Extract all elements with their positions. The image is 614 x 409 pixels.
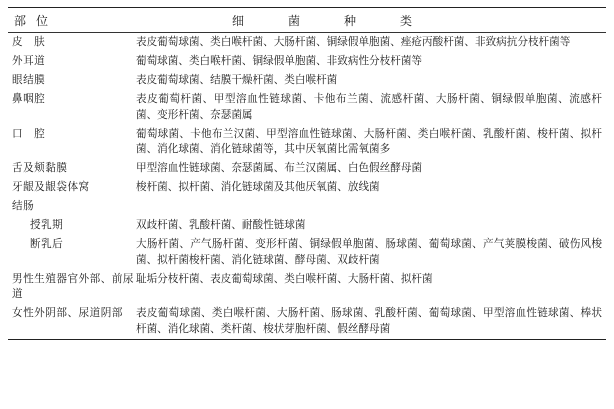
table-row [8,90,606,125]
row-site: 牙龈及龈袋体窝 [12,181,90,193]
table-row [8,159,606,178]
row-site: 授乳期 [30,219,64,231]
table-row [8,71,606,90]
header-site: 部位 [14,13,59,28]
row-site: 结肠 [12,200,35,212]
table-row [8,235,606,270]
row-bacteria: 表皮葡萄球菌、类白喉杆菌、大肠杆菌、肠球菌、乳酸杆菌、葡萄球菌、甲型溶血性链球菌、棒状杆菌、消化球菌、类杆菌、梭状芽胞杆菌、假丝酵母菌 [136,307,602,335]
row-site: 断乳后 [30,238,64,250]
row-bacteria: 梭杆菌、拟杆菌、消化链球菌及其他厌氧菌、放线菌 [136,181,380,193]
row-bacteria: 双歧杆菌、乳酸杆菌、耐酸性链球菌 [136,219,306,231]
table-row [8,178,606,197]
table-row [8,52,606,71]
row-bacteria: 甲型溶血性链球菌、奈瑟菌属、布兰汉菌属、白色假丝酵母菌 [136,162,423,174]
header-bacteria: 细菌种类 [232,13,457,28]
row-bacteria: 葡萄球菌、卡他布兰汉菌、甲型溶血性链球菌、大肠杆菌、类白喉杆菌、乳酸杆菌、梭杆菌、拟杆菌、消化球菌、消化链球菌等，其中厌氧菌比需氧菌多 [136,127,602,155]
table-bottom-rule [8,339,606,340]
row-bacteria: 耻垢分枝杆菌、表皮葡萄球菌、类白喉杆菌、大肠杆菌、拟杆菌 [136,272,433,285]
row-site: 男性生殖器官外部、前尿道 [12,272,135,300]
table-row [8,216,606,235]
table-row [8,197,606,216]
table-row [8,33,606,52]
table-row [8,270,606,305]
row-site: 眼结膜 [12,74,46,86]
row-site: 皮 肤 [12,36,46,48]
row-bacteria: 大肠杆菌、产气肠杆菌、变形杆菌、铜绿假单胞菌、肠球菌、葡萄球菌、产气荚膜梭菌、破伤风梭菌、拟杆菌梭杆菌、消化链球菌、酵母菌、双歧杆菌 [136,238,602,266]
row-site: 舌及颊黏膜 [12,162,68,174]
row-bacteria: 葡萄球菌、类白喉杆菌、铜绿假单胞菌、非致病性分枝杆菌等 [136,55,423,67]
row-site: 外耳道 [12,55,46,67]
table-row [8,304,606,339]
row-site: 女性外阴部、尿道阴部 [12,307,123,319]
table-header-row [8,8,606,32]
row-bacteria: 表皮葡萄球菌、类白喉杆菌、大肠杆菌、铜绿假单胞菌、痤疮丙酸杆菌、非致病抗分枝杆菌等 [136,36,571,48]
row-site: 口 腔 [12,127,46,140]
row-bacteria: 表皮葡萄杆菌、甲型溶血性链球菌、卡他布兰菌、流感杆菌、大肠杆菌、铜绿假单胞菌、流感杆菌、变形杆菌、奈瑟菌属 [136,93,602,121]
bacteria-table [8,7,606,340]
table-row [8,125,606,160]
row-site: 鼻咽腔 [12,93,46,105]
row-bacteria: 表皮葡萄球菌、结膜干燥杆菌、类白喉杆菌 [136,74,338,86]
